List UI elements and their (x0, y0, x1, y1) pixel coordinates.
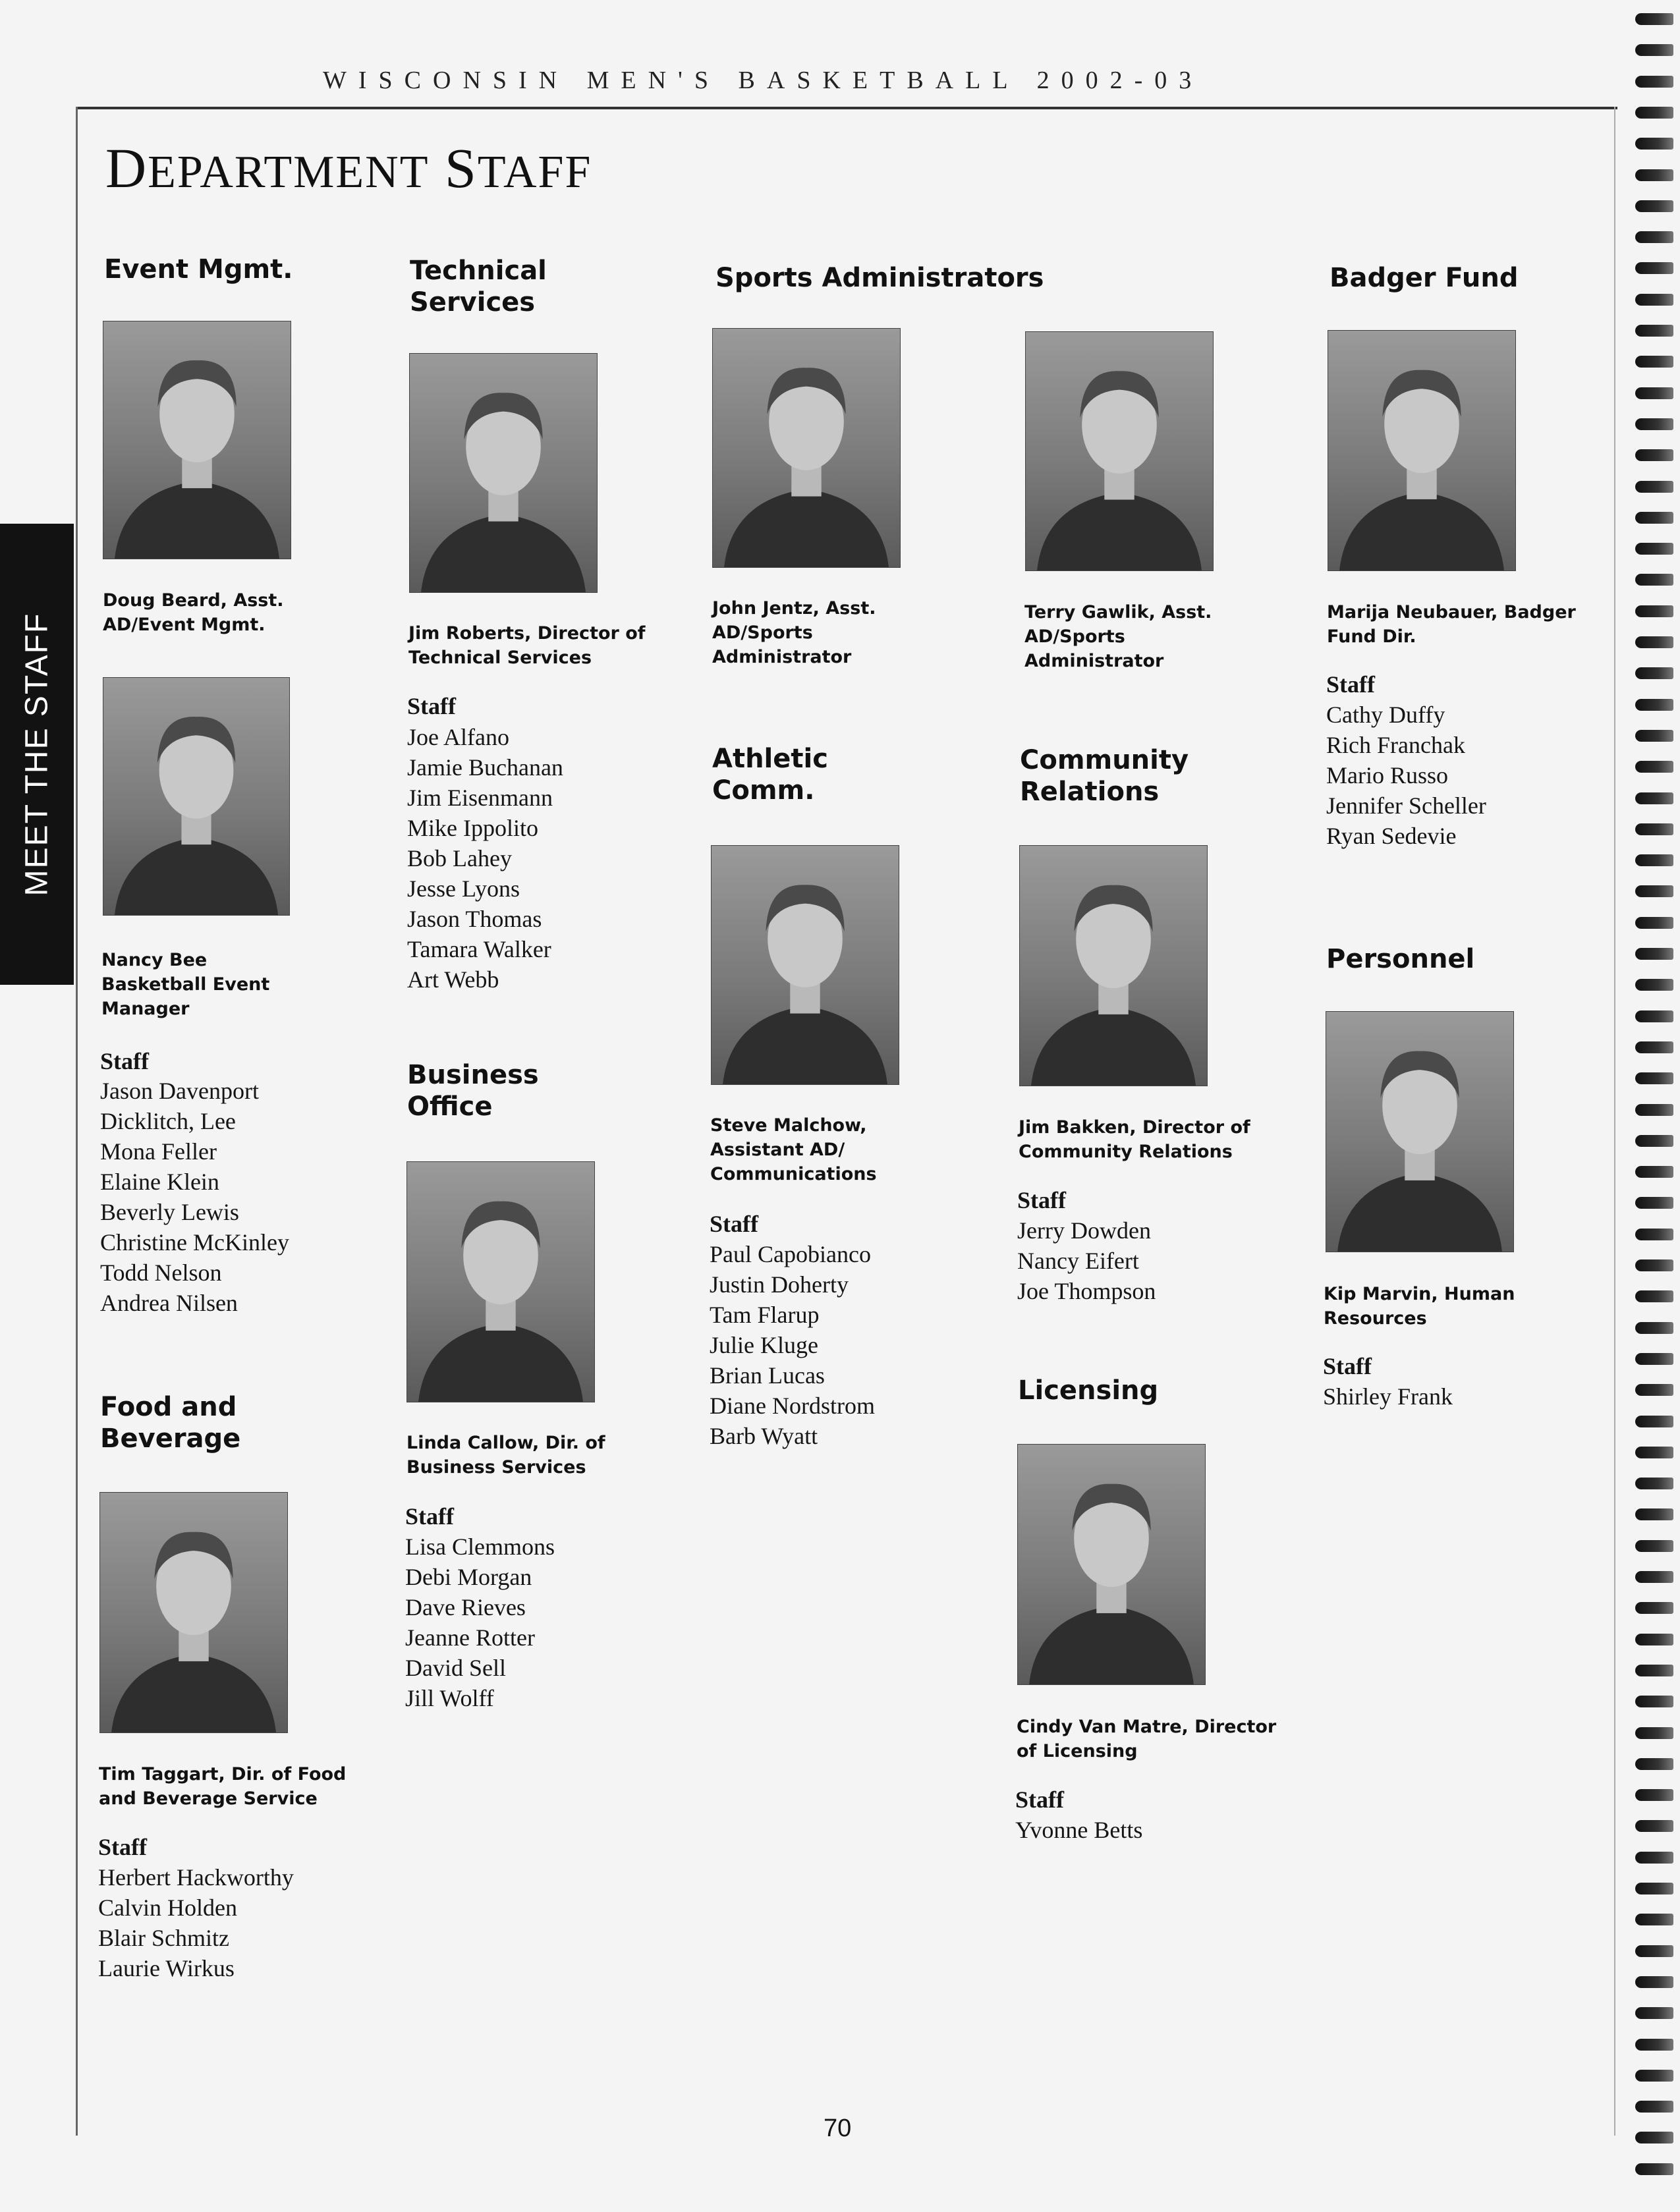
list-item: Herbert Hackworthy (98, 1864, 294, 1891)
binding-ring (1635, 1229, 1673, 1240)
staff-list-athletic-comm (710, 1239, 986, 1451)
list-item: Tam Flarup (710, 1302, 820, 1328)
section-title-badger-fund: Badger Fund (1330, 263, 1519, 293)
section-title-athletic-comm: Athletic Comm. (712, 744, 828, 806)
binding-ring (1635, 979, 1673, 991)
binding-ring (1635, 418, 1673, 430)
caption-kip-marvin: Kip Marvin, Human Resources (1324, 1284, 1515, 1329)
binding-ring (1635, 1010, 1673, 1022)
staff-list-business-office (405, 1532, 669, 1713)
list-item: Jill Wolff (405, 1685, 494, 1711)
list-item: Justin Doherty (710, 1271, 849, 1298)
binding-ring (1635, 1135, 1673, 1147)
caption-nancy-bee: Nancy Bee Basketball Event Manager (101, 950, 270, 1019)
binding-ring (1635, 636, 1673, 648)
list-item: Mona Feller (100, 1138, 217, 1165)
caption-linda-callow: Linda Callow, Dir. of Business Services (406, 1433, 605, 1478)
binding-ring (1635, 138, 1673, 150)
binding-ring (1635, 605, 1673, 617)
list-item: Cathy Duffy (1326, 702, 1445, 728)
binding-ring (1635, 481, 1673, 493)
section-title-community-relations: Community Relations (1020, 745, 1189, 807)
frame-top-rule (76, 107, 1617, 109)
list-item: Elaine Klein (100, 1169, 219, 1195)
binding-ring (1635, 1758, 1673, 1770)
binding-ring (1635, 948, 1673, 960)
binding-ring (1635, 667, 1673, 679)
section-title-business-office: Business Office (407, 1060, 539, 1122)
photo-kip-marvin (1326, 1011, 1514, 1252)
staff-heading-technical-services: Staff (407, 693, 456, 719)
binding-ring (1635, 1104, 1673, 1116)
binding-ring (1635, 917, 1673, 929)
caption-doug-beard: Doug Beard, Asst. AD/Event Mgmt. (103, 590, 284, 635)
page-title: DEPARTMENT STAFF (105, 136, 592, 200)
binding-ring (1635, 699, 1673, 711)
binding-ring (1635, 1508, 1673, 1520)
page-number: 70 (824, 2115, 852, 2142)
binding-ring (1635, 2039, 1673, 2051)
binding-ring (1635, 823, 1673, 835)
staff-list-community-relations (1017, 1215, 1281, 1306)
binding-ring (1635, 1696, 1673, 1707)
binding-ring (1635, 1820, 1673, 1832)
binding-ring (1635, 1290, 1673, 1302)
binding-ring (1635, 1041, 1673, 1053)
binding-ring (1635, 1384, 1673, 1396)
list-item: Mike Ippolito (407, 815, 538, 841)
photo-doug-beard (103, 321, 291, 559)
staff-heading-business-office: Staff (405, 1503, 454, 1530)
photo-linda-callow (406, 1161, 595, 1402)
list-item: Jason Thomas (407, 906, 542, 932)
list-item: Dicklitch, Lee (100, 1108, 236, 1134)
list-item: Christine McKinley (100, 1229, 289, 1256)
photo-cindy-van-matre (1017, 1444, 1206, 1685)
photo-marija-neubauer (1328, 330, 1516, 571)
list-item: Shirley Frank (1323, 1383, 1453, 1410)
staff-list-food-beverage (98, 1862, 362, 1983)
binding-ring (1635, 1259, 1673, 1271)
staff-heading-personnel: Staff (1323, 1353, 1372, 1379)
binding-ring (1635, 2101, 1673, 2113)
binding-ring (1635, 730, 1673, 742)
binding-ring (1635, 325, 1673, 337)
binding-ring (1635, 1852, 1673, 1864)
list-item: Jamie Buchanan (407, 754, 563, 781)
binding-ring (1635, 1976, 1673, 1988)
binding-ring (1635, 854, 1673, 866)
binding-ring (1635, 1665, 1673, 1676)
list-item: Diane Nordstrom (710, 1393, 875, 1419)
section-title-technical-services: Technical Services (410, 256, 547, 318)
binding-ring (1635, 1914, 1673, 1925)
binding-ring (1635, 44, 1673, 56)
photo-terry-gawlik (1025, 331, 1214, 571)
binding-ring (1635, 1602, 1673, 1614)
binding-ring (1635, 200, 1673, 212)
binding-ring (1635, 13, 1673, 25)
staff-heading-food-beverage: Staff (98, 1834, 147, 1860)
binding-ring (1635, 1322, 1673, 1334)
section-title-sports-administrators: Sports Administrators (715, 263, 1044, 293)
staff-heading-community-relations: Staff (1017, 1187, 1066, 1213)
photo-steve-malchow (711, 845, 899, 1085)
photo-tim-taggart (99, 1492, 288, 1733)
binding-ring (1635, 2163, 1673, 2175)
list-item: Blair Schmitz (98, 1925, 229, 1951)
binding-ring (1635, 2132, 1673, 2143)
binding-ring (1635, 543, 1673, 555)
photo-jim-bakken (1019, 845, 1208, 1086)
spiral-binding (1631, 13, 1680, 2200)
binding-ring (1635, 1634, 1673, 1645)
list-item: Lisa Clemmons (405, 1534, 555, 1560)
list-item: Art Webb (407, 966, 499, 993)
binding-ring (1635, 231, 1673, 243)
list-item: Beverly Lewis (100, 1199, 239, 1225)
list-item: Jennifer Scheller (1326, 792, 1486, 819)
section-title-personnel: Personnel (1326, 944, 1475, 974)
list-item: Julie Kluge (710, 1332, 818, 1358)
list-item: Ryan Sedevie (1326, 823, 1457, 849)
list-item: Jason Davenport (100, 1078, 259, 1104)
caption-steve-malchow: Steve Malchow, Assistant AD/ Communications (710, 1115, 877, 1184)
list-item: Yvonne Betts (1015, 1817, 1143, 1843)
staff-heading-event-mgmt: Staff (100, 1048, 149, 1074)
binding-ring (1635, 262, 1673, 274)
list-item: Barb Wyatt (710, 1423, 818, 1449)
binding-ring (1635, 356, 1673, 368)
list-item: Dave Rieves (405, 1594, 526, 1620)
caption-jim-roberts: Jim Roberts, Director of Technical Services (408, 623, 646, 668)
list-item: Nancy Eifert (1017, 1248, 1139, 1274)
staff-list-technical-services (407, 722, 671, 995)
binding-ring (1635, 1416, 1673, 1427)
binding-ring (1635, 1197, 1673, 1209)
list-item: Mario Russo (1326, 762, 1449, 788)
list-item: Joe Alfano (407, 724, 509, 750)
list-item: Jesse Lyons (407, 875, 520, 902)
binding-ring (1635, 107, 1673, 119)
side-tab-label: MEET THE STAFF (19, 612, 55, 897)
list-item: Calvin Holden (98, 1894, 237, 1921)
binding-ring (1635, 1540, 1673, 1552)
caption-jim-bakken: Jim Bakken, Director of Community Relations (1019, 1117, 1250, 1162)
binding-ring (1635, 792, 1673, 804)
section-title-licensing: Licensing (1018, 1375, 1159, 1406)
binding-ring (1635, 76, 1673, 88)
photo-john-jentz (712, 328, 901, 568)
side-tab (0, 524, 74, 985)
staff-heading-licensing: Staff (1015, 1786, 1064, 1813)
list-item: Rich Franchak (1326, 732, 1465, 758)
binding-ring (1635, 1166, 1673, 1178)
binding-ring (1635, 294, 1673, 306)
binding-ring (1635, 512, 1673, 524)
binding-ring (1635, 1945, 1673, 1957)
list-item: Jeanne Rotter (405, 1624, 535, 1651)
caption-cindy-van-matre: Cindy Van Matre, Director of Licensing (1017, 1717, 1277, 1761)
list-item: Debi Morgan (405, 1564, 532, 1590)
list-item: Bob Lahey (407, 845, 512, 871)
list-item: Tamara Walker (407, 936, 551, 962)
photo-jim-roberts (409, 353, 598, 593)
list-item: Joe Thompson (1017, 1278, 1156, 1304)
list-item: Todd Nelson (100, 1259, 222, 1286)
frame-right-rule (1614, 107, 1615, 2136)
section-title-food-beverage: Food and Beverage (100, 1392, 241, 1454)
binding-ring (1635, 1727, 1673, 1739)
binding-ring (1635, 387, 1673, 399)
staff-heading-athletic-comm: Staff (710, 1211, 758, 1237)
list-item: Andrea Nilsen (100, 1290, 238, 1316)
binding-ring (1635, 885, 1673, 897)
binding-ring (1635, 1478, 1673, 1489)
binding-ring (1635, 1447, 1673, 1458)
list-item: Jim Eisenmann (407, 785, 553, 811)
caption-tim-taggart: Tim Taggart, Dir. of Food and Beverage Service (99, 1764, 347, 1809)
binding-ring (1635, 1571, 1673, 1583)
binding-ring (1635, 2007, 1673, 2019)
binding-ring (1635, 1883, 1673, 1894)
binding-ring (1635, 169, 1673, 181)
caption-marija-neubauer: Marija Neubauer, Badger Fund Dir. (1327, 602, 1576, 647)
staff-list-event-mgmt (100, 1076, 364, 1318)
binding-ring (1635, 449, 1673, 461)
binding-ring (1635, 1072, 1673, 1084)
frame-left-rule (76, 107, 78, 2136)
binding-ring (1635, 761, 1673, 773)
staff-list-personnel (1323, 1381, 1586, 1412)
caption-terry-gawlik: Terry Gawlik, Asst. AD/Sports Administrator (1024, 602, 1212, 671)
list-item: Brian Lucas (710, 1362, 825, 1389)
list-item: Laurie Wirkus (98, 1955, 235, 1981)
list-item: Paul Capobianco (710, 1241, 871, 1267)
staff-list-licensing (1015, 1815, 1279, 1845)
section-title-event-mgmt: Event Mgmt. (104, 254, 293, 285)
list-item: Jerry Dowden (1017, 1217, 1151, 1244)
staff-list-badger-fund (1326, 700, 1590, 851)
binding-ring (1635, 1353, 1673, 1365)
list-item: David Sell (405, 1655, 506, 1681)
binding-ring (1635, 2070, 1673, 2082)
binding-ring (1635, 1789, 1673, 1801)
binding-ring (1635, 574, 1673, 586)
staff-heading-badger-fund: Staff (1326, 671, 1375, 698)
caption-john-jentz: John Jentz, Asst. AD/Sports Administrator (712, 598, 876, 667)
photo-nancy-bee (103, 677, 290, 916)
